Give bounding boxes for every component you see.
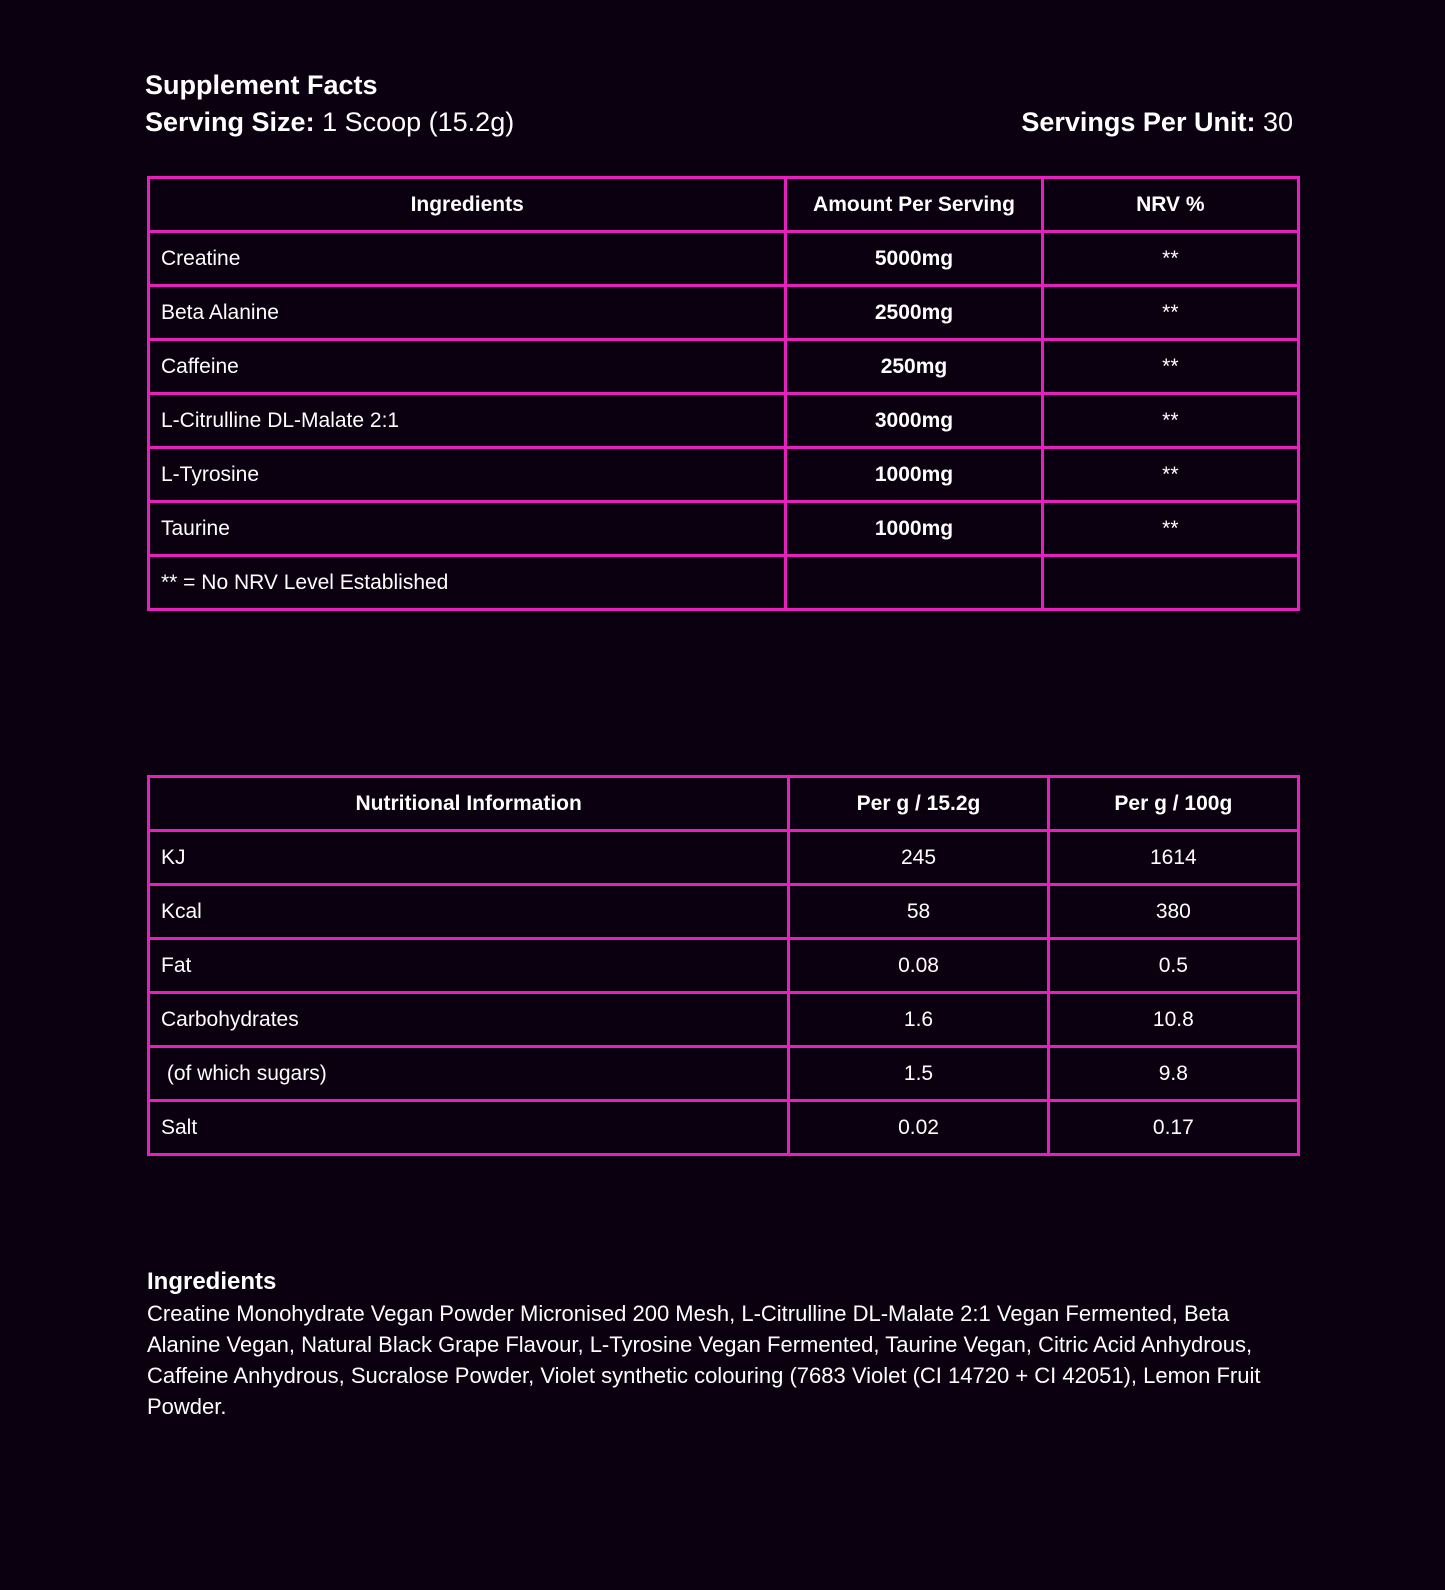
nutrient-per-serving: 0.02 — [789, 1101, 1048, 1155]
ingredient-nrv: ** — [1042, 340, 1298, 394]
nutrient-per-serving: 58 — [789, 885, 1048, 939]
ingredient-name: L-Tyrosine — [149, 448, 786, 502]
empty-cell — [786, 556, 1042, 610]
serving-size — [145, 102, 514, 142]
ingredient-name: Creatine — [149, 232, 786, 286]
servings-per-unit — [1021, 102, 1293, 142]
ingredient-nrv: ** — [1042, 286, 1298, 340]
nutrient-per-100g: 10.8 — [1048, 993, 1298, 1047]
table-row — [149, 340, 1299, 394]
serving-size-label: Serving Size: — [145, 107, 315, 137]
nutrient-name: Fat — [149, 939, 789, 993]
nutrient-name: KJ — [149, 831, 789, 885]
serving-info-row — [145, 102, 1293, 142]
ingredient-amount: 1000mg — [786, 448, 1042, 502]
ingredients-section — [147, 1266, 1297, 1422]
table-row — [149, 1047, 1299, 1101]
table-row — [149, 885, 1299, 939]
table-row — [149, 831, 1299, 885]
ingredient-amount: 1000mg — [786, 502, 1042, 556]
ingredients-title: Ingredients — [147, 1268, 277, 1295]
servings-per-unit-label: Servings Per Unit: — [1021, 107, 1256, 137]
table-header-row — [149, 777, 1299, 831]
table-row — [149, 939, 1299, 993]
page-title: Supplement Facts — [145, 70, 378, 100]
nutrient-per-serving: 1.5 — [789, 1047, 1048, 1101]
servings-per-unit-value: 30 — [1262, 107, 1293, 137]
table-row — [149, 1101, 1299, 1155]
nutrient-per-100g: 1614 — [1048, 831, 1298, 885]
nutrition-table — [147, 775, 1300, 1156]
column-header-per-100g: Per g / 100g — [1048, 777, 1298, 831]
ingredient-name: Caffeine — [149, 340, 786, 394]
column-header-amount: Amount Per Serving — [786, 178, 1042, 232]
ingredient-amount: 2500mg — [786, 286, 1042, 340]
nutrient-per-100g: 9.8 — [1048, 1047, 1298, 1101]
ingredient-nrv: ** — [1042, 394, 1298, 448]
column-header-nutritional-information: Nutritional Information — [149, 777, 789, 831]
supplement-facts-header — [145, 68, 1293, 142]
ingredients-list: Creatine Monohydrate Vegan Powder Micronised 200 Mesh, L-Citrulline DL-Malate 2:1 Vegan Fermented, Beta Alanine Vegan, Natural Black Grape Flavour, L-Tyrosine Vegan Fermented, Taurine Vegan, Citric Acid Anhydrous, Caffeine Anhydrous, Sucralose Powder, Violet synthetic colouring (7683 Violet (CI 14720 + CI 42051), Lemon Fruit Powder. — [147, 1301, 1261, 1419]
empty-cell — [1042, 556, 1298, 610]
nutrient-per-100g: 380 — [1048, 885, 1298, 939]
nutrient-per-serving: 245 — [789, 831, 1048, 885]
nutrient-name: (of which sugars) — [149, 1047, 789, 1101]
table-header-row — [149, 178, 1299, 232]
nutrient-name: Kcal — [149, 885, 789, 939]
nutrient-name: Salt — [149, 1101, 789, 1155]
ingredient-name: Taurine — [149, 502, 786, 556]
ingredient-nrv: ** — [1042, 502, 1298, 556]
table-row — [149, 394, 1299, 448]
nutrient-per-serving: 0.08 — [789, 939, 1048, 993]
nutrient-name: Carbohydrates — [149, 993, 789, 1047]
table-row — [149, 502, 1299, 556]
column-header-per-serving: Per g / 15.2g — [789, 777, 1048, 831]
nrv-footnote: ** = No NRV Level Established — [149, 556, 786, 610]
ingredient-amount: 5000mg — [786, 232, 1042, 286]
ingredient-nrv: ** — [1042, 232, 1298, 286]
nutrient-per-serving: 1.6 — [789, 993, 1048, 1047]
serving-size-value: 1 Scoop (15.2g) — [322, 107, 515, 137]
ingredient-amount: 3000mg — [786, 394, 1042, 448]
table-row — [149, 232, 1299, 286]
table-row — [149, 286, 1299, 340]
supplement-table — [147, 176, 1300, 611]
column-header-nrv: NRV % — [1042, 178, 1298, 232]
nutrient-per-100g: 0.5 — [1048, 939, 1298, 993]
ingredient-amount: 250mg — [786, 340, 1042, 394]
nutrient-per-100g: 0.17 — [1048, 1101, 1298, 1155]
table-footnote-row — [149, 556, 1299, 610]
ingredient-nrv: ** — [1042, 448, 1298, 502]
ingredient-name: Beta Alanine — [149, 286, 786, 340]
table-row — [149, 993, 1299, 1047]
table-row — [149, 448, 1299, 502]
ingredient-name: L-Citrulline DL-Malate 2:1 — [149, 394, 786, 448]
column-header-ingredients: Ingredients — [149, 178, 786, 232]
